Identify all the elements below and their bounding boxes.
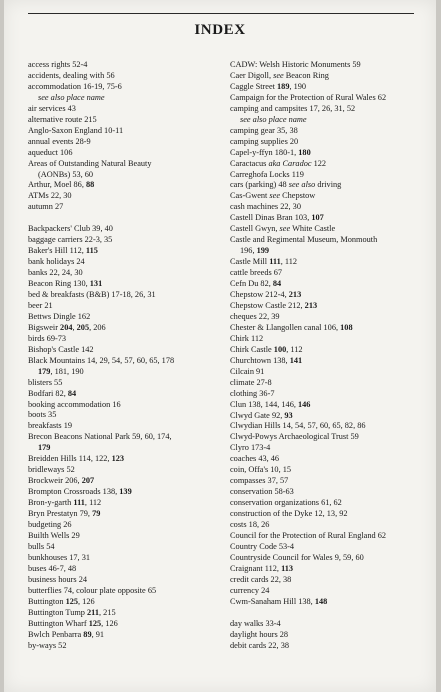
entry-text: Arthur, Moel 86, xyxy=(28,180,86,190)
index-entry xyxy=(28,191,228,202)
entry-text: accommodation 16-19, 75-6 xyxy=(28,81,122,91)
index-entry xyxy=(28,104,228,115)
entry-text: Buttington xyxy=(28,596,66,606)
index-entry xyxy=(28,148,228,159)
index-entry xyxy=(28,443,228,454)
entry-text: Chirk 112 xyxy=(230,333,264,343)
entry-text: Castell Dinas Bran 103, xyxy=(230,213,312,223)
index-page xyxy=(4,0,436,692)
entry-text: business hours 24 xyxy=(28,574,88,584)
entry-text: Caractacus xyxy=(230,158,269,168)
entry-text: buses 46-7, 48 xyxy=(28,563,77,573)
index-entry xyxy=(28,487,228,498)
index-entry xyxy=(230,180,426,191)
index-column-left xyxy=(28,60,228,651)
index-entry xyxy=(28,334,228,345)
top-rule xyxy=(28,13,414,14)
index-entry xyxy=(28,345,228,356)
entry-text: breakfasts 19 xyxy=(28,421,73,431)
entry-text: Beacon Ring 130, xyxy=(28,279,90,289)
entry-text: Bishop's Castle 142 xyxy=(28,344,94,354)
index-entry xyxy=(230,323,426,334)
entry-text-after: , 181, 190 xyxy=(50,366,84,376)
entry-text-after: Beacon Ring xyxy=(283,70,329,80)
entry-text: Carreghofa Locks 119 xyxy=(230,169,304,179)
entry-text: bed & breakfasts (B&B) 17-18, 26, 31 xyxy=(28,290,156,299)
index-entry xyxy=(230,641,426,652)
entry-text-after: , 112 xyxy=(280,257,298,267)
entry-text-after: , 91 xyxy=(91,629,105,639)
index-entry xyxy=(230,465,426,476)
entry-page-bold: 205 xyxy=(76,322,90,332)
entry-text: Caer Digoll, xyxy=(230,70,274,80)
index-entry xyxy=(230,213,426,224)
entry-text: cheques 22, 39 xyxy=(230,311,280,321)
index-entry xyxy=(28,553,228,564)
entry-text: Clwyd-Powys Archaeological Trust 59 xyxy=(230,432,359,442)
entry-page-bold: 108 xyxy=(340,322,353,332)
entry-text: Cwm-Sanaham Hill 138, xyxy=(230,596,315,606)
entry-text: Bryn Prestatyn 79, xyxy=(28,509,93,519)
entry-text-after: , xyxy=(72,322,77,332)
entry-text-after: driving xyxy=(315,180,342,190)
entry-text-after: , 112 xyxy=(84,498,102,508)
entry-page-bold: 180 xyxy=(298,147,311,157)
index-entry xyxy=(28,82,228,93)
index-entry xyxy=(230,553,426,564)
index-entry xyxy=(28,476,228,487)
index-entry xyxy=(28,170,228,181)
entry-page-bold: 179 xyxy=(38,366,51,376)
index-entry xyxy=(28,115,228,126)
entry-page-bold: 199 xyxy=(256,246,270,256)
index-entry xyxy=(230,586,426,597)
index-entry xyxy=(230,400,426,411)
index-entry xyxy=(230,389,426,400)
entry-text: butterflies 74, colour plate opposite 65 xyxy=(28,585,157,595)
entry-text: Countryside Council for Wales 9, 59, 60 xyxy=(230,552,364,562)
entry-text: Clwyd Gate 92, xyxy=(230,410,285,420)
entry-cross-ref: see xyxy=(273,70,284,80)
entry-page-bold: 204 xyxy=(60,322,73,332)
entry-page-bold: 84 xyxy=(67,388,77,398)
index-entry xyxy=(28,531,228,542)
index-entry xyxy=(28,180,228,191)
entry-text: Brockweir 206, xyxy=(28,476,82,486)
entry-page-bold: 89 xyxy=(83,629,92,639)
index-entry xyxy=(230,235,426,246)
index-entry xyxy=(28,421,228,432)
index-entry xyxy=(230,148,426,159)
entry-text: Caggle Street xyxy=(230,81,278,91)
index-entry xyxy=(28,356,228,367)
index-entry xyxy=(28,323,228,334)
entry-page-bold: 213 xyxy=(304,300,318,310)
entry-text: compasses 37, 57 xyxy=(230,476,289,486)
entry-text: Chepstow Castle 212, xyxy=(230,300,305,310)
entry-text: cash machines 22, 30 xyxy=(230,202,301,212)
entry-text: Builth Wells 29 xyxy=(28,530,80,540)
entry-text: Castle and Regimental Museum, Monmouth xyxy=(230,235,378,245)
entry-text-after: , 215 xyxy=(99,607,116,617)
index-entry xyxy=(28,159,228,170)
entry-text: Breidden Hills 114, 122, xyxy=(28,454,112,464)
index-entry xyxy=(28,400,228,411)
entry-text: Cas-Gwent xyxy=(230,191,270,201)
entry-text: ATMs 22, 30 xyxy=(28,191,72,201)
entry-text: Buttington Wharf xyxy=(28,618,89,628)
entry-text: coin, Offa's 10, 15 xyxy=(230,465,292,475)
entry-text-after: Chepstow xyxy=(280,191,316,201)
entry-text: (AONBs) 53, 60 xyxy=(38,169,94,179)
entry-text: birds 69-73 xyxy=(28,333,67,343)
entry-text-after: , 190 xyxy=(289,81,307,91)
index-entry xyxy=(230,334,426,345)
entry-page-bold: 107 xyxy=(311,213,324,223)
entry-text: Craignant 112, xyxy=(230,563,282,573)
index-entry xyxy=(28,93,228,104)
entry-text: Council for the Protection of Rural England 62 xyxy=(230,530,386,540)
entry-page-bold: 141 xyxy=(289,355,303,365)
index-entry xyxy=(230,159,426,170)
index-entry xyxy=(230,126,426,137)
entry-text: costs 18, 26 xyxy=(230,520,270,530)
index-entry xyxy=(230,312,426,323)
index-entry xyxy=(230,345,426,356)
entry-text: baggage carriers 22-3, 35 xyxy=(28,235,113,245)
entry-text: air services 43 xyxy=(28,103,76,113)
entry-text: by-ways 52 xyxy=(28,640,67,650)
entry-cross-ref: see xyxy=(279,224,291,234)
entry-text: Bwlch Penbarra xyxy=(28,629,84,639)
index-entry xyxy=(230,257,426,268)
index-entry xyxy=(28,71,228,82)
index-entry xyxy=(28,432,228,443)
entry-text: Cefn Du 82, xyxy=(230,279,273,289)
index-entry xyxy=(230,421,426,432)
entry-text-after: , 112 xyxy=(286,344,303,354)
index-entry xyxy=(28,575,228,586)
entry-text: 196, xyxy=(240,246,257,256)
entry-text: Clyro 173-4 xyxy=(230,443,271,453)
index-entry xyxy=(28,619,228,630)
entry-text: bunkhouses 17, 31 xyxy=(28,552,90,562)
entry-text: Bron-y-garth xyxy=(28,498,74,508)
index-entry xyxy=(230,224,426,235)
entry-text: Brompton Crossroads 138, xyxy=(28,487,120,497)
index-entry xyxy=(28,389,228,400)
index-entry xyxy=(230,170,426,181)
entry-page-bold: 131 xyxy=(89,279,103,289)
entry-text: Black Mountains 14, 29, 54, 57, 60, 65, 178 xyxy=(28,355,175,365)
index-entry xyxy=(230,290,426,301)
entry-text: cattle breeds 67 xyxy=(230,268,283,278)
entry-text: climate 27-8 xyxy=(230,377,272,387)
entry-text: banks 22, 24, 30 xyxy=(28,268,83,278)
entry-text: Buttington Tump xyxy=(28,607,88,617)
index-entry xyxy=(28,597,228,608)
index-entry xyxy=(230,202,426,213)
entry-text: daylight hours 28 xyxy=(230,629,289,639)
entry-page-bold: 146 xyxy=(298,399,311,409)
entry-text: currency 24 xyxy=(230,585,270,595)
index-entry xyxy=(28,542,228,553)
index-entry xyxy=(230,378,426,389)
entry-cross-ref: aka Caradoc xyxy=(268,158,312,168)
entry-text: Chester & Llangollen canal 106, xyxy=(230,322,341,332)
index-entry xyxy=(230,564,426,575)
index-entry xyxy=(28,279,228,290)
entry-text: beer 21 xyxy=(28,300,53,310)
index-entry xyxy=(28,235,228,246)
entry-text: aqueduct 106 xyxy=(28,147,73,157)
index-entry xyxy=(230,71,426,82)
index-entry xyxy=(28,454,228,465)
index-entry xyxy=(28,520,228,531)
index-entry xyxy=(230,82,426,93)
entry-text: camping supplies 20 xyxy=(230,136,299,146)
entry-page-bold: 84 xyxy=(272,279,282,289)
section-gap xyxy=(28,213,228,224)
index-entry xyxy=(230,487,426,498)
index-entry xyxy=(28,60,228,71)
entry-page-bold: 139 xyxy=(119,487,132,497)
index-entry xyxy=(28,378,228,389)
entry-text: booking accommodation 16 xyxy=(28,399,121,409)
entry-text: debit cards 22, 38 xyxy=(230,640,289,650)
index-entry xyxy=(28,202,228,213)
entry-page-bold: 125 xyxy=(88,618,102,628)
index-entry xyxy=(28,410,228,421)
index-entry xyxy=(230,279,426,290)
entry-text: bulls 54 xyxy=(28,541,55,551)
index-entry xyxy=(28,246,228,257)
index-entry xyxy=(28,312,228,323)
entry-text: alternative route 215 xyxy=(28,114,97,124)
index-entry xyxy=(28,509,228,520)
entry-text: budgeting 26 xyxy=(28,520,72,530)
index-entry xyxy=(230,246,426,257)
index-entry xyxy=(230,454,426,465)
entry-text: autumn 27 xyxy=(28,202,64,212)
page-title: INDEX xyxy=(194,22,246,38)
entry-page-bold: 115 xyxy=(85,246,98,256)
index-entry xyxy=(28,465,228,476)
index-entry xyxy=(28,290,228,301)
index-entry xyxy=(230,542,426,553)
index-entry xyxy=(28,367,228,378)
index-entry xyxy=(230,443,426,454)
index-entry xyxy=(230,191,426,202)
entry-page-bold: 189 xyxy=(277,81,290,91)
entry-text: Castle Mill xyxy=(230,257,270,267)
entry-text: Bigsweir xyxy=(28,322,61,332)
index-entry xyxy=(230,268,426,279)
entry-text: Clwydian Hills 14, 54, 57, 60, 65, 82, 86 xyxy=(230,421,366,431)
section-gap xyxy=(230,608,426,619)
index-entry xyxy=(28,301,228,312)
entry-text: bridleways 52 xyxy=(28,465,75,475)
entry-text: bank holidays 24 xyxy=(28,257,85,267)
entry-text: conservation 58-63 xyxy=(230,487,294,497)
entry-page-bold: 211 xyxy=(87,607,100,617)
entry-cross-ref: see also xyxy=(288,180,316,190)
entry-text: clothing 36-7 xyxy=(230,388,275,398)
entry-page-bold: 111 xyxy=(269,257,281,267)
entry-text: Brecon Beacons National Park 59, 60, 174, xyxy=(28,432,172,442)
entry-text: credit cards 22, 38 xyxy=(230,574,292,584)
entry-text: accidents, dealing with 56 xyxy=(28,70,115,80)
entry-text: Areas of Outstanding Natural Beauty xyxy=(28,158,152,168)
index-entry xyxy=(230,60,426,71)
entry-text-after: 122 xyxy=(311,158,327,168)
index-entry xyxy=(230,411,426,422)
entry-text: cars (parking) 48 xyxy=(230,180,289,190)
entry-text: annual events 28-9 xyxy=(28,136,91,146)
entry-text: camping and campsites 17, 26, 31, 52 xyxy=(230,103,356,113)
index-entry xyxy=(28,608,228,619)
index-entry xyxy=(28,257,228,268)
entry-text: Country Code 53-4 xyxy=(230,541,295,551)
entry-text: Chirk Castle xyxy=(230,344,274,354)
index-entry xyxy=(28,641,228,652)
index-entry xyxy=(28,586,228,597)
entry-text-after: White Castle xyxy=(290,224,336,234)
entry-text: access rights 52-4 xyxy=(28,60,88,69)
index-entry xyxy=(28,224,228,235)
entry-text: day walks 33-4 xyxy=(230,618,281,628)
index-entry xyxy=(230,509,426,520)
index-entry xyxy=(230,301,426,312)
entry-page-bold: 213 xyxy=(288,290,302,300)
entry-text: CADW: Welsh Historic Monuments 59 xyxy=(230,60,361,69)
entry-text: construction of the Dyke 12, 13, 92 xyxy=(230,509,348,519)
entry-text: Castell Gwyn, xyxy=(230,224,280,234)
index-entry xyxy=(230,476,426,487)
entry-page-bold: 79 xyxy=(92,509,101,519)
index-entry xyxy=(230,619,426,630)
entry-text: Clun 138, 144, 146, xyxy=(230,399,298,409)
index-entry xyxy=(28,564,228,575)
index-entry xyxy=(230,630,426,641)
entry-text: Chepstow 212-4, xyxy=(230,290,289,300)
entry-page-bold: 207 xyxy=(81,476,95,486)
index-entry xyxy=(230,367,426,378)
entry-text-after: , 126 xyxy=(78,596,95,606)
entry-text: see also place name xyxy=(240,114,307,124)
entry-page-bold: 179 xyxy=(38,443,51,453)
index-entry xyxy=(28,137,228,148)
index-entry xyxy=(230,115,426,126)
entry-text: boots 35 xyxy=(28,410,57,420)
entry-text: camping gear 35, 38 xyxy=(230,125,298,135)
index-column-right xyxy=(230,60,426,651)
entry-page-bold: 148 xyxy=(314,596,328,606)
index-entry xyxy=(230,356,426,367)
entry-text: Churchtown 138, xyxy=(230,355,290,365)
entry-page-bold: 123 xyxy=(111,454,125,464)
entry-text: coaches 43, 46 xyxy=(230,454,280,464)
index-entry xyxy=(230,432,426,443)
entry-page-bold: 113 xyxy=(281,563,294,573)
index-entry xyxy=(230,498,426,509)
index-entry xyxy=(230,531,426,542)
entry-page-bold: 93 xyxy=(284,410,293,420)
index-entry xyxy=(230,137,426,148)
entry-text: Baker's Hill 112, xyxy=(28,246,86,256)
entry-text: conservation organizations 61, 62 xyxy=(230,498,342,508)
entry-text: Bettws Dingle 162 xyxy=(28,311,91,321)
index-entry xyxy=(230,597,426,608)
index-entry xyxy=(28,630,228,641)
entry-text: blisters 55 xyxy=(28,377,63,387)
index-entry xyxy=(230,520,426,531)
entry-text-after: , 126 xyxy=(101,618,118,628)
index-entry xyxy=(230,93,426,104)
entry-page-bold: 111 xyxy=(73,498,85,508)
entry-text-after: , 206 xyxy=(89,322,106,332)
index-entry xyxy=(230,104,426,115)
index-entry xyxy=(28,268,228,279)
entry-text: Anglo-Saxon England 10-11 xyxy=(28,125,124,135)
entry-text: Capel-y-ffyn 180-1, xyxy=(230,147,299,157)
entry-page-bold: 125 xyxy=(65,596,79,606)
entry-page-bold: 100 xyxy=(273,344,287,354)
index-entry xyxy=(28,498,228,509)
entry-text: Bodfari 82, xyxy=(28,388,68,398)
entry-page-bold: 88 xyxy=(85,180,95,190)
entry-text: Campaign for the Protection of Rural Wales 62 xyxy=(230,92,387,102)
index-entry xyxy=(28,126,228,137)
entry-text: Backpackers' Club 39, 40 xyxy=(28,224,113,234)
entry-cross-ref: see xyxy=(269,191,281,201)
index-entry xyxy=(230,575,426,586)
entry-text: see also place name xyxy=(38,92,105,102)
entry-text: Cilcain 91 xyxy=(230,366,265,376)
